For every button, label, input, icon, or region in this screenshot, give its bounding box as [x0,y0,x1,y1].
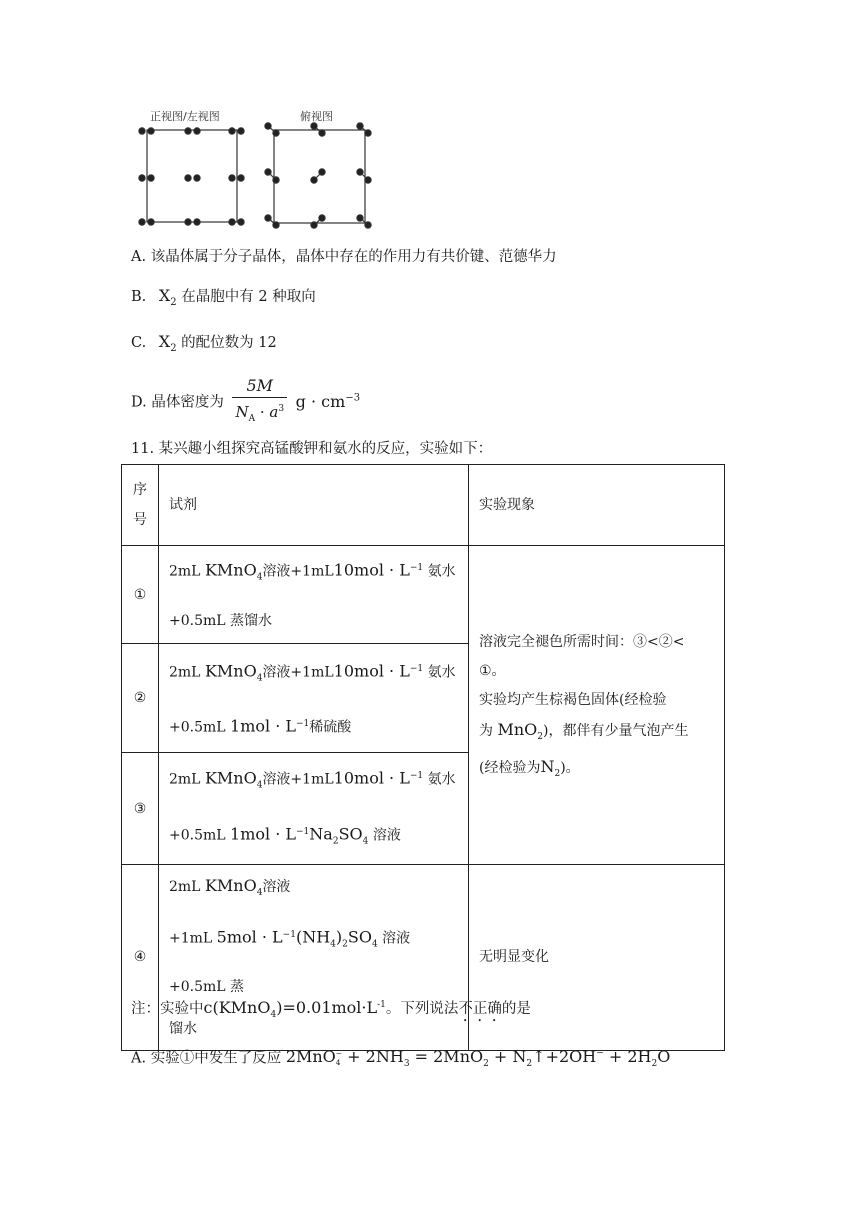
figure-right-title: 俯视图 [300,110,333,123]
header-phenomenon: 实验现象 [469,465,725,546]
option-b-text: 在晶胞中有 2 种取向 [181,289,316,305]
q10-option-b [131,286,316,313]
density-fraction: $\frac{5M}{N_A \cdot a^3}$ [232,375,287,430]
q10-option-c [131,332,277,359]
front-view [139,128,244,225]
x2-symbol: $X_2$ [158,332,177,355]
table-header-row [122,465,725,546]
header-index: 序号 [122,465,159,546]
figure-left-title: 正视图/左视图 [150,110,220,123]
reagent-cell: 2mL KMnO$_4$溶液$+1mL10mol \cdot L^{-1}$ 氨水 +0.5mL $1mol \cdot L^{-1}Na_2SO_4$ 溶液 [159,753,469,865]
experiment-note: 注：实验中$c(KMnO_4)=0.01mol\cdot L^{-1}$。下列说法不正确的是 [131,998,531,1020]
reaction-equation: 2MnO − 4 + $2NH_3 = 2MnO_2$ + $N_2↑+2OH^- + 2H_2O$ [285,1047,671,1070]
top-view [265,123,371,228]
emphasis-text: 不正确 [458,1001,502,1017]
q11-option-a: A. 实验①中发生了反应 2MnO − 4 + $2NH_3 = 2MnO_2$ + $N_2↑+2OH^- + 2H_2O$ [131,1047,671,1070]
option-b-letter: B. [131,289,147,305]
option-c-text: 的配位数为 12 [181,335,277,351]
option-c-letter: C. [131,335,147,351]
x2-symbol: $X_2$ [158,286,177,309]
q10-option-d [131,375,360,430]
header-reagent: 试剂 [159,465,469,546]
reagent-cell: 2mL KMnO$_4$溶液$+1mL10mol \cdot L^{-1}$ 氨水 +0.5mL 蒸馏水 [159,546,469,644]
row-index: ④ [122,865,159,1050]
phenomenon-cell-4: 无明显变化 [469,865,725,1050]
row-index: ③ [122,753,159,865]
reagent-cell: 2mL KMnO$_4$溶液$+1mL10mol \cdot L^{-1}$ 氨水 +0.5mL $1mol \cdot L^{-1}$稀硫酸 [159,644,469,753]
experiment-table [121,464,725,1051]
option-d-text: D. 晶体密度为 [131,394,224,411]
crystal-figure [130,118,390,234]
reagent-cell: 2mL KMnO$_4$溶液 +1mL $5mol \cdot L^{-1}(NH_4)_2SO_4$ 溶液+0.5mL 蒸 馏水 [159,865,469,1050]
q10-option-a: A. 该晶体属于分子晶体，晶体中存在的作用力有共价键、范德华力 [131,249,557,265]
row-index: ① [122,546,159,644]
density-unit: $g \cdot cm^{-3}$ [295,391,361,411]
q11-stem: 11. 某兴趣小组探究高锰酸钾和氨水的反应，实验如下： [131,441,493,457]
table-row [122,546,725,644]
phenomenon-cell-123: 溶液完全褪色所需时间：③<②< ①。 实验均产生棕褐色固体(经检验 为 MnO$_2$)，都伴有少量气泡产生 (经检验为$N_2$)。 [469,546,725,865]
row-index: ② [122,644,159,753]
